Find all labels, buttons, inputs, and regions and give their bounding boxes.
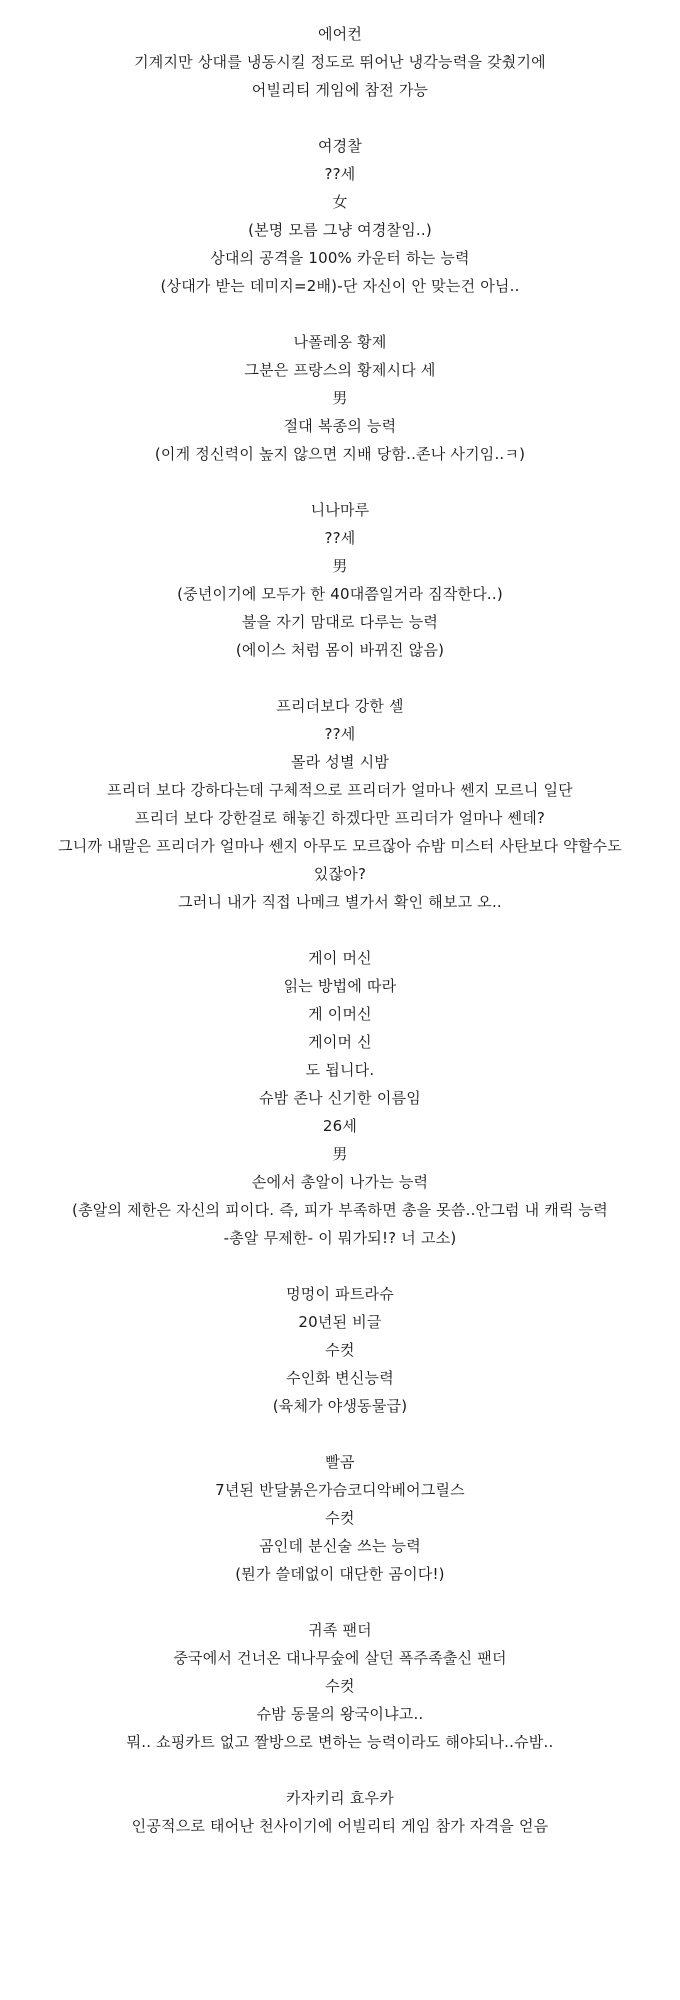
text-line: 읽는 방법에 따라 xyxy=(283,977,397,995)
character-name: 프리더보다 강한 셀 xyxy=(276,697,404,715)
character-name: 빨곰 xyxy=(325,1453,355,1471)
text-line: ??세 xyxy=(324,529,356,547)
character-name: 여경찰 xyxy=(317,137,363,155)
character-entry xyxy=(0,1448,680,1588)
text-line: (이게 정신력이 높지 않으면 지배 당함..존나 사기임..ㅋ) xyxy=(154,445,526,463)
text-line: 20년된 비글 xyxy=(298,1313,382,1331)
character-entry xyxy=(0,1616,680,1756)
text-line: 수컷 xyxy=(325,1509,355,1527)
text-line: 男 xyxy=(332,389,348,407)
character-entry xyxy=(0,944,680,1252)
character-entry xyxy=(0,1784,680,1840)
character-entry xyxy=(0,328,680,468)
text-line: 기계지만 상대를 냉동시킬 정도로 뛰어난 냉각능력을 갖췄기에 xyxy=(134,53,546,71)
text-line: 뭐.. 쇼핑카트 없고 짤방으로 변하는 능력이라도 해야되나..슈밤.. xyxy=(126,1733,554,1751)
text-line: (본명 모름 그냥 여경찰임..) xyxy=(248,221,432,239)
text-line: 불을 자기 맘대로 다루는 능력 xyxy=(241,613,439,631)
text-line: 男 xyxy=(332,1145,348,1163)
text-line: 게 이머신 xyxy=(308,1005,372,1023)
text-line: (에이스 처럼 몸이 바뀌진 않음) xyxy=(235,641,445,659)
text-line: 몰라 성별 시밤 xyxy=(290,753,390,771)
text-line: 상대의 공격을 100% 카운터 하는 능력 xyxy=(210,249,470,267)
text-line: 프리더 보다 강한걸로 해놓긴 하겠다만 프리더가 얼마나 쎈데? xyxy=(134,809,546,827)
character-entry xyxy=(0,1280,680,1420)
character-name: 게이 머신 xyxy=(308,949,372,967)
text-line: 인공적으로 태어난 천사이기에 어빌리티 게임 참가 자격을 얻음 xyxy=(131,1817,549,1835)
text-line: 게이머 신 xyxy=(308,1033,372,1051)
text-line: 수컷 xyxy=(325,1341,355,1359)
text-line: (상대가 받는 데미지=2배)-단 자신이 안 맞는건 아님.. xyxy=(160,277,520,295)
text-line: 7년된 반달붉은가슴코디악베어그릴스 xyxy=(215,1481,465,1499)
text-line: 男 xyxy=(332,557,348,575)
text-line: 중국에서 건너온 대나무숲에 살던 폭주족출신 팬더 xyxy=(173,1649,507,1667)
text-line: 있잖아? xyxy=(313,865,367,883)
text-line: -총알 무제한- 이 뭐가되!? 너 고소) xyxy=(223,1229,457,1247)
text-line: 프리더 보다 강하다는데 구체적으로 프리더가 얼마나 쎈지 모르니 일단 xyxy=(107,781,573,799)
character-name: 귀족 팬더 xyxy=(308,1621,372,1639)
text-line: 절대 복종의 능력 xyxy=(283,417,397,435)
character-name: 멍멍이 파트라슈 xyxy=(286,1285,394,1303)
text-line: 수인화 변신능력 xyxy=(286,1369,394,1387)
text-line: (뭔가 쓸데없이 대단한 곰이다!) xyxy=(235,1565,445,1583)
text-line: 그니까 내말은 프리더가 얼마나 쎈지 아무도 모르잖아 슈밤 미스터 사탄보다 약할수도 xyxy=(58,837,622,855)
character-name: 니나마루 xyxy=(310,501,370,519)
text-line: 슈밤 존나 신기한 이름임 xyxy=(259,1089,421,1107)
character-entry xyxy=(0,692,680,916)
character-entry xyxy=(0,132,680,300)
character-entry xyxy=(0,20,680,104)
character-name: 카자키리 효우카 xyxy=(286,1789,394,1807)
text-line: 슈밤 동물의 왕국이냐고.. xyxy=(256,1705,424,1723)
text-line: 손에서 총알이 나가는 능력 xyxy=(251,1173,429,1191)
text-line: ??세 xyxy=(324,165,356,183)
text-line: 곰인데 분신술 쓰는 능력 xyxy=(259,1537,421,1555)
text-line: (중년이기에 모두가 한 40대쯤일거라 짐작한다..) xyxy=(177,585,503,603)
text-line: 도 됩니다. xyxy=(305,1061,375,1079)
text-line: 그러니 내가 직접 나메크 별가서 확인 해보고 오.. xyxy=(178,893,502,911)
text-line: 女 xyxy=(332,193,348,211)
text-line: ??세 xyxy=(324,725,356,743)
text-line: 수컷 xyxy=(325,1677,355,1695)
character-name: 나폴레옹 황제 xyxy=(293,333,387,351)
text-line: 어빌리티 게임에 참전 가능 xyxy=(251,81,429,99)
text-line: 26세 xyxy=(322,1117,358,1135)
character-name: 에어컨 xyxy=(317,25,363,43)
text-line: (육체가 야생동물급) xyxy=(272,1397,408,1415)
text-line: 그분은 프랑스의 황제시다 세 xyxy=(244,361,436,379)
character-entry xyxy=(0,496,680,664)
text-line: (총알의 제한은 자신의 피이다. 즉, 피가 부족하면 총을 못씀..안그럼 내 캐릭 능력 xyxy=(72,1201,608,1219)
